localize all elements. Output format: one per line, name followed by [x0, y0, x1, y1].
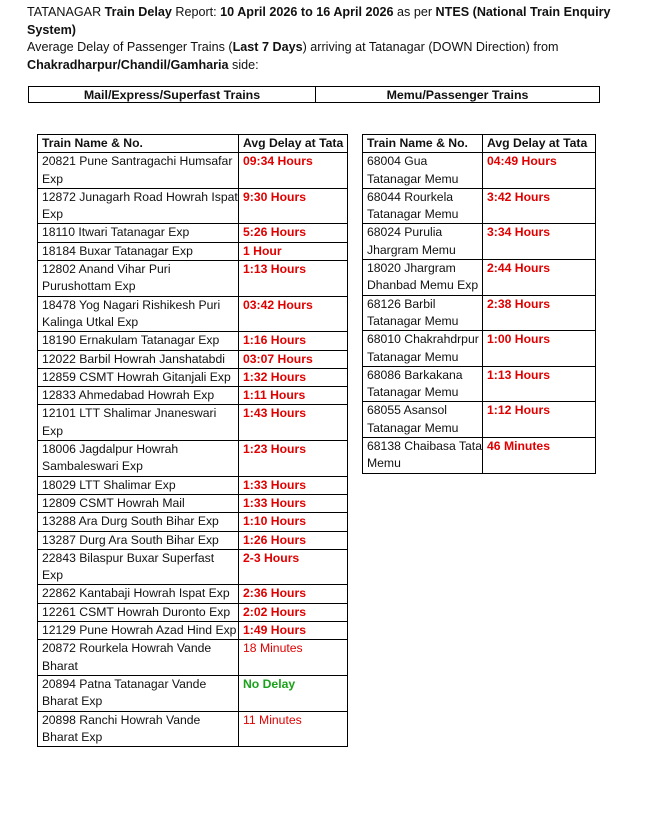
table-row	[38, 549, 348, 585]
table-row	[363, 331, 596, 367]
delay-cell: 1:10 Hours	[239, 513, 348, 531]
table-row	[38, 296, 348, 332]
train-name-cell: 18020 Jhargram Dhanbad Memu Exp	[363, 260, 483, 296]
table-row	[38, 242, 348, 260]
table-row	[38, 513, 348, 531]
table-row	[38, 350, 348, 368]
table-row	[38, 387, 348, 405]
delay-cell: 03:42 Hours	[239, 296, 348, 332]
table-row	[38, 368, 348, 386]
train-name-cell: 22862 Kantabaji Howrah Ispat Exp	[38, 585, 239, 603]
delay-cell: 1:11 Hours	[239, 387, 348, 405]
table-row	[38, 622, 348, 640]
train-name-cell: 68086 Barkakana Tatanagar Memu	[363, 366, 483, 402]
delay-cell: 2:02 Hours	[239, 603, 348, 621]
train-name-cell: 18190 Ernakulam Tatanagar Exp	[38, 332, 239, 350]
column-header-train: Train Name & No.	[363, 135, 483, 153]
train-name-cell: 18184 Buxar Tatanagar Exp	[38, 242, 239, 260]
table-row	[38, 188, 348, 224]
table-row	[38, 531, 348, 549]
table-header-row	[363, 135, 596, 153]
delay-cell: 11 Minutes	[239, 711, 348, 747]
table-row	[363, 366, 596, 402]
column-header-train: Train Name & No.	[38, 135, 239, 153]
memu-passenger-table	[362, 134, 596, 474]
delay-cell: 18 Minutes	[239, 640, 348, 676]
train-name-cell: 68126 Barbil Tatanagar Memu	[363, 295, 483, 331]
train-name-cell: 68055 Asansol Tatanagar Memu	[363, 402, 483, 438]
table-row	[38, 711, 348, 747]
train-name-cell: 12809 CSMT Howrah Mail	[38, 494, 239, 512]
table-row	[38, 261, 348, 297]
title-station: TATANAGAR	[27, 5, 105, 19]
report-title	[27, 4, 637, 39]
subtitle-text-2: ) arriving at Tatanagar (DOWN Direction) from	[302, 40, 559, 54]
delay-cell: 46 Minutes	[483, 438, 596, 474]
train-name-cell: 12129 Pune Howrah Azad Hind Exp	[38, 622, 239, 640]
train-name-cell: 22843 Bilaspur Buxar Superfast Exp	[38, 549, 239, 585]
delay-cell: 03:07 Hours	[239, 350, 348, 368]
table-row	[363, 438, 596, 474]
table-row	[363, 402, 596, 438]
table-row	[38, 332, 348, 350]
train-name-cell: 68044 Rourkela Tatanagar Memu	[363, 188, 483, 224]
train-name-cell: 18478 Yog Nagari Rishikesh Puri Kalinga Utkal Exp	[38, 296, 239, 332]
subtitle-period: Last 7 Days	[232, 40, 303, 54]
train-name-cell: 18110 Itwari Tatanagar Exp	[38, 224, 239, 242]
report-subtitle-line-2	[27, 57, 637, 75]
section-mail-express: Mail/Express/Superfast Trains	[29, 87, 316, 102]
subtitle-origin: Chakradharpur/Chandil/Gamharia	[27, 57, 229, 72]
delay-cell: No Delay	[239, 675, 348, 711]
delay-cell: 1:33 Hours	[239, 494, 348, 512]
train-name-cell: 12833 Ahmedabad Howrah Exp	[38, 387, 239, 405]
delay-cell: 3:34 Hours	[483, 224, 596, 260]
train-name-cell: 12101 LTT Shalimar Jnaneswari Exp	[38, 405, 239, 441]
delay-cell: 1:49 Hours	[239, 622, 348, 640]
section-headers	[28, 86, 600, 103]
delay-cell: 2:36 Hours	[239, 585, 348, 603]
title-source: NTES (National Train Enquiry System)	[27, 5, 611, 37]
delay-cell: 1:43 Hours	[239, 405, 348, 441]
train-name-cell: 13288 Ara Durg South Bihar Exp	[38, 513, 239, 531]
mail-express-table	[37, 134, 348, 747]
subtitle-text-3: side:	[228, 57, 259, 72]
table-row	[38, 675, 348, 711]
delay-cell: 1:33 Hours	[239, 476, 348, 494]
delay-cell: 1:13 Hours	[483, 366, 596, 402]
delay-cell: 3:42 Hours	[483, 188, 596, 224]
train-name-cell: 20872 Rourkela Howrah Vande Bharat	[38, 640, 239, 676]
train-name-cell: 12802 Anand Vihar Puri Purushottam Exp	[38, 261, 239, 297]
train-name-cell: 13287 Durg Ara South Bihar Exp	[38, 531, 239, 549]
delay-cell: 5:26 Hours	[239, 224, 348, 242]
table-row	[363, 260, 596, 296]
table-row	[38, 640, 348, 676]
train-name-cell: 68004 Gua Tatanagar Memu	[363, 153, 483, 189]
delay-cell: 1:13 Hours	[239, 261, 348, 297]
delay-cell: 2:44 Hours	[483, 260, 596, 296]
column-header-delay: Avg Delay at Tata	[239, 135, 348, 153]
delay-cell: 04:49 Hours	[483, 153, 596, 189]
subtitle-text: Average Delay of Passenger Trains (	[27, 40, 233, 54]
table-row	[363, 224, 596, 260]
delay-cell: 1:32 Hours	[239, 368, 348, 386]
table-row	[38, 224, 348, 242]
train-name-cell: 20821 Pune Santragachi Humsafar Exp	[38, 153, 239, 189]
delay-cell: 1:16 Hours	[239, 332, 348, 350]
table-row	[363, 295, 596, 331]
train-name-cell: 20894 Patna Tatanagar Vande Bharat Exp	[38, 675, 239, 711]
section-memu-passenger: Memu/Passenger Trains	[386, 87, 529, 102]
column-header-delay: Avg Delay at Tata	[483, 135, 596, 153]
title-date-range: 10 April 2026 to 16 April 2026	[220, 5, 394, 19]
train-name-cell: 12872 Junagarh Road Howrah Ispat Exp	[38, 188, 239, 224]
delay-cell: 1 Hour	[239, 242, 348, 260]
train-name-cell: 18029 LTT Shalimar Exp	[38, 476, 239, 494]
train-name-cell: 68138 Chaibasa Tata Memu	[363, 438, 483, 474]
table-row	[363, 188, 596, 224]
report-subtitle	[27, 39, 637, 57]
delay-cell: 1:00 Hours	[483, 331, 596, 367]
table-row	[38, 405, 348, 441]
delay-cell: 9:30 Hours	[239, 188, 348, 224]
train-name-cell: 20898 Ranchi Howrah Vande Bharat Exp	[38, 711, 239, 747]
train-name-cell: 68024 Purulia Jhargram Memu	[363, 224, 483, 260]
delay-cell: 2-3 Hours	[239, 549, 348, 585]
train-name-cell: 68010 Chakrahdrpur Tatanagar Memu	[363, 331, 483, 367]
table-row	[38, 585, 348, 603]
delay-cell: 1:26 Hours	[239, 531, 348, 549]
table-row	[38, 476, 348, 494]
table-row	[38, 494, 348, 512]
delay-cell: 1:12 Hours	[483, 402, 596, 438]
delay-cell: 2:38 Hours	[483, 295, 596, 331]
train-name-cell: 18006 Jagdalpur Howrah Sambaleswari Exp	[38, 441, 239, 477]
train-name-cell: 12022 Barbil Howrah Janshatabdi	[38, 350, 239, 368]
table-header-row	[38, 135, 348, 153]
title-text: Report:	[171, 5, 221, 19]
delay-cell: 09:34 Hours	[239, 153, 348, 189]
train-name-cell: 12859 CSMT Howrah Gitanjali Exp	[38, 368, 239, 386]
table-row	[38, 603, 348, 621]
delay-cell: 1:23 Hours	[239, 441, 348, 477]
table-row	[38, 441, 348, 477]
title-text-2: as per	[393, 5, 436, 19]
report-header	[27, 4, 637, 74]
title-report-name: Train Delay	[104, 5, 172, 19]
table-row	[363, 153, 596, 189]
train-name-cell: 12261 CSMT Howrah Duronto Exp	[38, 603, 239, 621]
table-row	[38, 153, 348, 189]
